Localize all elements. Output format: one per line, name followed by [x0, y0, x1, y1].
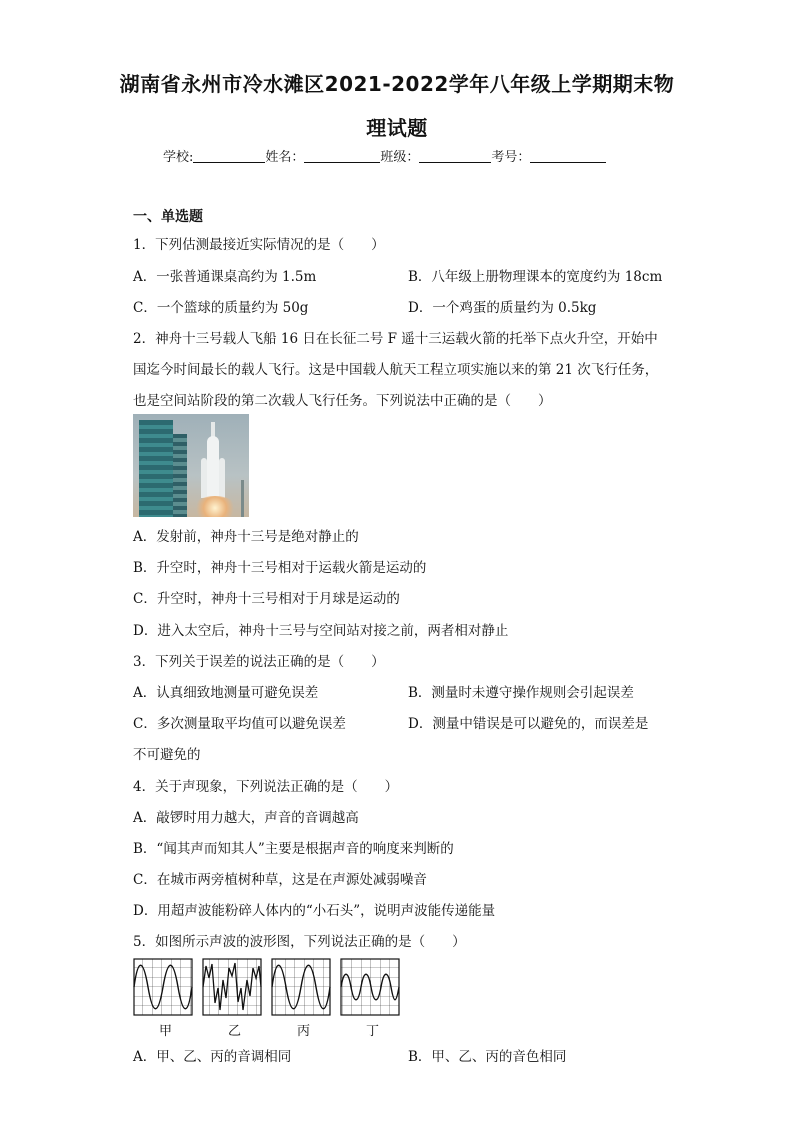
q4-option-b: B．“闻其声而知其人”主要是根据声音的响度来判断的	[133, 841, 454, 857]
q2-option-a: A．发射前，神舟十三号是绝对静止的	[133, 529, 359, 545]
q4-option-d: D．用超声波能粉碎人体内的“小石头”，说明声波能传递能量	[133, 903, 496, 919]
waveform-label-ding: 丁	[366, 1024, 380, 1039]
q5-option-b: B．甲、乙、丙的音色相同	[408, 1049, 567, 1065]
q2-option-d: D．进入太空后，神舟十三号与空间站对接之前，两者相对静止	[133, 623, 509, 639]
q1-option-d: D．一个鸡蛋的质量约为 0.5kg	[408, 300, 597, 316]
q2-stem-line1: 2．神舟十三号载人飞船 16 日在长征二号 F 遥十三运载火箭的托举下点火升空，开始中	[133, 331, 658, 347]
q3-option-a: A．认真细致地测量可避免误差	[133, 685, 319, 701]
q1-option-a: A．一张普通课桌高约为 1.5m	[133, 269, 317, 285]
waveform-figure	[133, 958, 403, 1018]
exam-title-line1: 湖南省永州市冷水滩区2021-2022学年八年级上学期期末物	[119, 72, 675, 96]
q3-option-d-line2: 不可避免的	[133, 747, 201, 763]
waveform-label-bing: 丙	[297, 1024, 311, 1039]
q1-stem: 1．下列估测最接近实际情况的是（ ）	[133, 237, 385, 253]
exam-title-line2: 理试题	[366, 116, 428, 140]
waveform-bing	[272, 959, 330, 1015]
q4-stem: 4．关于声现象，下列说法正确的是（ ）	[133, 779, 399, 795]
number-blank[interactable]	[530, 148, 606, 163]
q5-stem: 5．如图所示声波的波形图，下列说法正确的是（ ）	[133, 934, 466, 950]
student-info-row	[163, 146, 606, 165]
q2-option-b: B．升空时，神舟十三号相对于运载火箭是运动的	[133, 560, 427, 576]
q1-option-c: C．一个篮球的质量约为 50g	[133, 300, 309, 316]
q3-option-c: C．多次测量取平均值可以避免误差	[133, 716, 346, 732]
waveform-ding	[341, 959, 399, 1015]
name-label: 姓名：	[265, 150, 305, 165]
class-label: 班级：	[380, 150, 420, 165]
name-blank[interactable]	[304, 148, 380, 163]
waveform-label-jia: 甲	[159, 1024, 173, 1039]
class-blank[interactable]	[419, 148, 491, 163]
school-blank[interactable]	[193, 148, 265, 163]
q2-option-c: C．升空时，神舟十三号相对于月球是运动的	[133, 591, 400, 607]
waveform-yi	[203, 959, 261, 1015]
q5-option-a: A．甲、乙、丙的音调相同	[133, 1049, 292, 1065]
q3-option-b: B．测量时未遵守操作规则会引起误差	[408, 685, 634, 701]
q2-stem-line2: 国迄今时间最长的载人飞行。这是中国载人航天工程立项实施以来的第 21 次飞行任务，	[133, 362, 659, 378]
section-heading: 一、单选题	[133, 209, 203, 225]
q1-option-b: B．八年级上册物理课本的宽度约为 18cm	[408, 269, 663, 285]
school-label: 学校:	[163, 150, 194, 165]
q4-option-a: A．敲锣时用力越大，声音的音调越高	[133, 810, 359, 826]
number-label: 考号：	[491, 150, 531, 165]
rocket-launch-photo	[133, 414, 249, 517]
waveform-label-yi: 乙	[228, 1024, 242, 1039]
waveform-jia	[134, 959, 192, 1015]
q3-option-d-line1: D．测量中错误是可以避免的，而误差是	[408, 716, 649, 732]
q3-stem: 3．下列关于误差的说法正确的是（ ）	[133, 654, 385, 670]
q4-option-c: C．在城市两旁植树种草，这是在声源处减弱噪音	[133, 872, 427, 888]
q2-stem-line3: 也是空间站阶段的第二次载人飞行任务。下列说法中正确的是（ ）	[133, 393, 552, 409]
